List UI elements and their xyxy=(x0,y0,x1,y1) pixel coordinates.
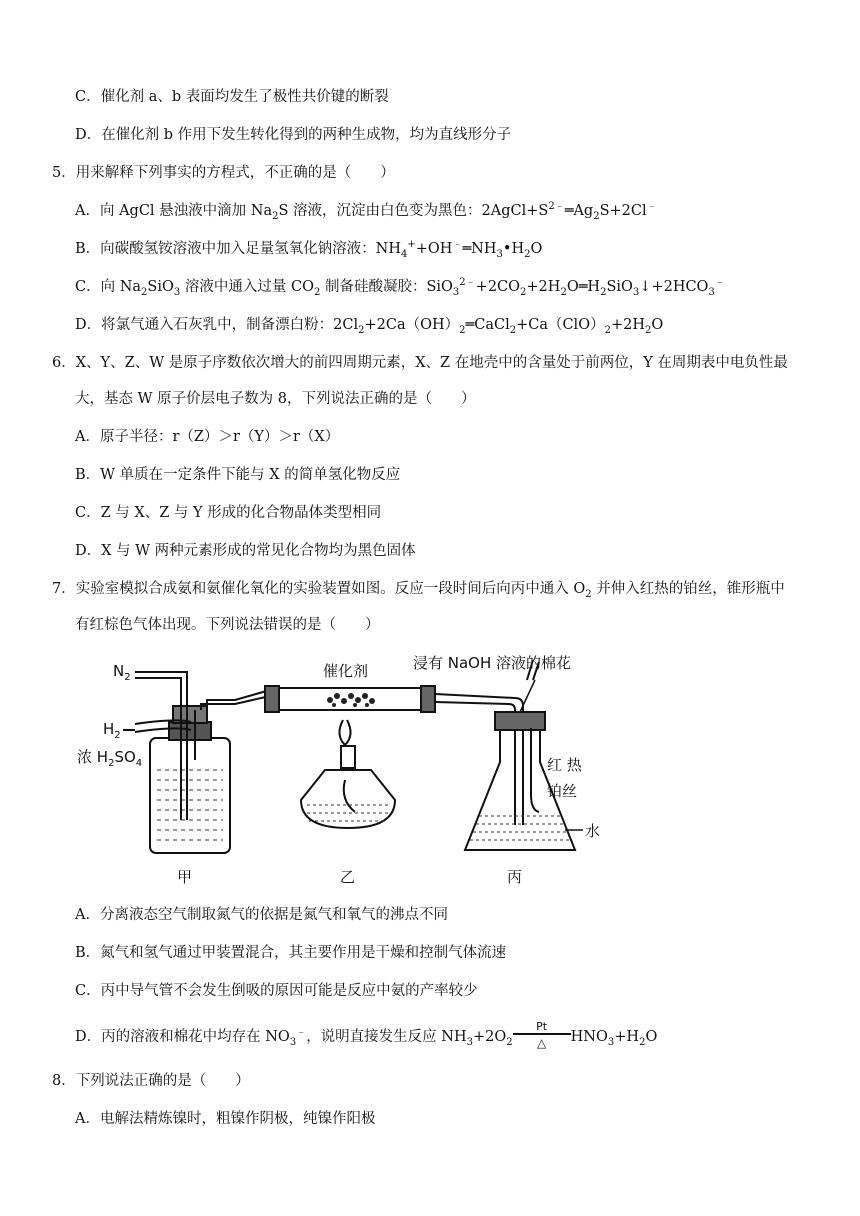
q5-option-d: D．将氯气通入石灰乳中，制备漂白粉：$2Cl_2+2Ca(OH)_2═CaCl_2+Ca(ClO)_2+2H_2O$ xyxy=(75,317,664,336)
q7-option-a: A．分离液态空气制取氮气的依据是氮气和氧气的沸点不同 xyxy=(75,907,448,923)
q6-option-d: D．X 与 W 两种元素形成的常见化合物均为黑色固体 xyxy=(75,543,416,559)
q7-option-c: C．丙中导气管不会发生倒吸的原因可能是反应中氨的产率较少 xyxy=(75,983,478,999)
apparatus-diagram xyxy=(77,650,615,895)
label-acid: 浓 $H_2SO_4$ xyxy=(77,748,143,769)
label-jia: 甲 xyxy=(177,868,193,886)
q4-option-d: D．在催化剂 b 作用下发生转化得到的两种生成物，均为直线形分子 xyxy=(75,127,512,143)
reaction-condition: $\frac{Pt}{\triangle}$ xyxy=(513,1021,571,1049)
alcohol-lamp-yi xyxy=(301,720,395,828)
cotton-pointer xyxy=(520,680,535,712)
q7-stem-line2: 有红棕色气体出现。下列说法错误的是（ ） xyxy=(75,617,380,633)
label-hot-pt-2: 铂丝 xyxy=(547,782,578,800)
flask-bing-liquid xyxy=(470,816,570,840)
label-water: 水 xyxy=(585,822,601,840)
label-cotton: 浸有 NaOH 溶液的棉花 xyxy=(413,654,572,672)
label-bing: 丙 xyxy=(507,868,523,886)
q6-option-b: B．W 单质在一定条件下能与 X 的简单氢化物反应 xyxy=(75,467,401,483)
q8-stem: 8．下列说法正确的是（ ） xyxy=(52,1073,250,1089)
q6-stem-line2: 大，基态 W 原子价层电子数为 8，下列说法正确的是（ ） xyxy=(75,391,476,407)
q4-option-c: C．催化剂 a、b 表面均发生了极性共价键的断裂 xyxy=(75,89,389,105)
q8-option-a: A．电解法精炼镍时，粗镍作阴极，纯镍作阳极 xyxy=(75,1111,376,1127)
q6-option-c: C．Z 与 X、Z 与 Y 形成的化合物晶体类型相同 xyxy=(75,505,382,521)
q7-stem-line1: 7．实验室模拟合成氨和氨催化氧化的实验装置如图。反应一段时间后向丙中通入 $O_2$ 并伸入红热的铂丝，锥形瓶中 xyxy=(52,581,785,600)
catalyst-powder xyxy=(327,693,375,707)
tubes-jia xyxy=(123,672,270,820)
q5-stem: 5．用来解释下列事实的方程式，不正确的是（ ） xyxy=(52,165,395,181)
label-catalyst: 催化剂 xyxy=(323,662,369,680)
label-n2: $N_2$ xyxy=(113,662,131,683)
alcohol-lamp-liquid xyxy=(307,805,389,821)
flask-bing xyxy=(465,660,578,850)
q7-option-d: D．丙的溶液和棉花中均存在 $NO_3^﹣$，说明直接发生反应 $NH_3+2O_2$ $\frac{Pt}{\triangle}$ $HNO_3+H_2O$ xyxy=(75,1020,658,1050)
reaction-tube-yi xyxy=(265,686,435,712)
label-hot-pt-1: 红 热 xyxy=(547,756,582,774)
bottle-jia-liquid xyxy=(157,770,223,840)
q6-stem-line1: 6．X、Y、Z、W 是原子序数依次增大的前四周期元素，X、Z 在地壳中的含量处于前两位，Y 在周期表中电负性最 xyxy=(52,355,788,371)
label-h2: $H_2$ xyxy=(103,720,121,741)
q5-option-a: A．向 AgCl 悬浊液中滴加 $Na_2S$ 溶液，沉淀由白色变为黑色：$2AgCl+S^{2﹣}═Ag_2S+2Cl^﹣$ xyxy=(75,201,657,222)
q5-option-b: B．向碳酸氢铵溶液中加入足量氢氧化钠溶液：$NH_4^++OH^﹣═NH_3•H_2O$ xyxy=(75,239,543,260)
q7-option-b: B．氮气和氢气通过甲装置混合，其主要作用是干燥和控制气体流速 xyxy=(75,945,507,961)
q5-option-c: C．向 $Na_2SiO_3$ 溶液中通入过量 $CO_2$ 制备硅酸凝胶：$SiO_3^{2﹣}+2CO_2+2H_2O═H_2SiO_3↓+2HCO_3^﹣$ xyxy=(75,277,725,298)
label-yi: 乙 xyxy=(340,868,356,886)
q6-option-a: A．原子半径：r（Z）＞r（Y）＞r（X） xyxy=(75,429,340,445)
